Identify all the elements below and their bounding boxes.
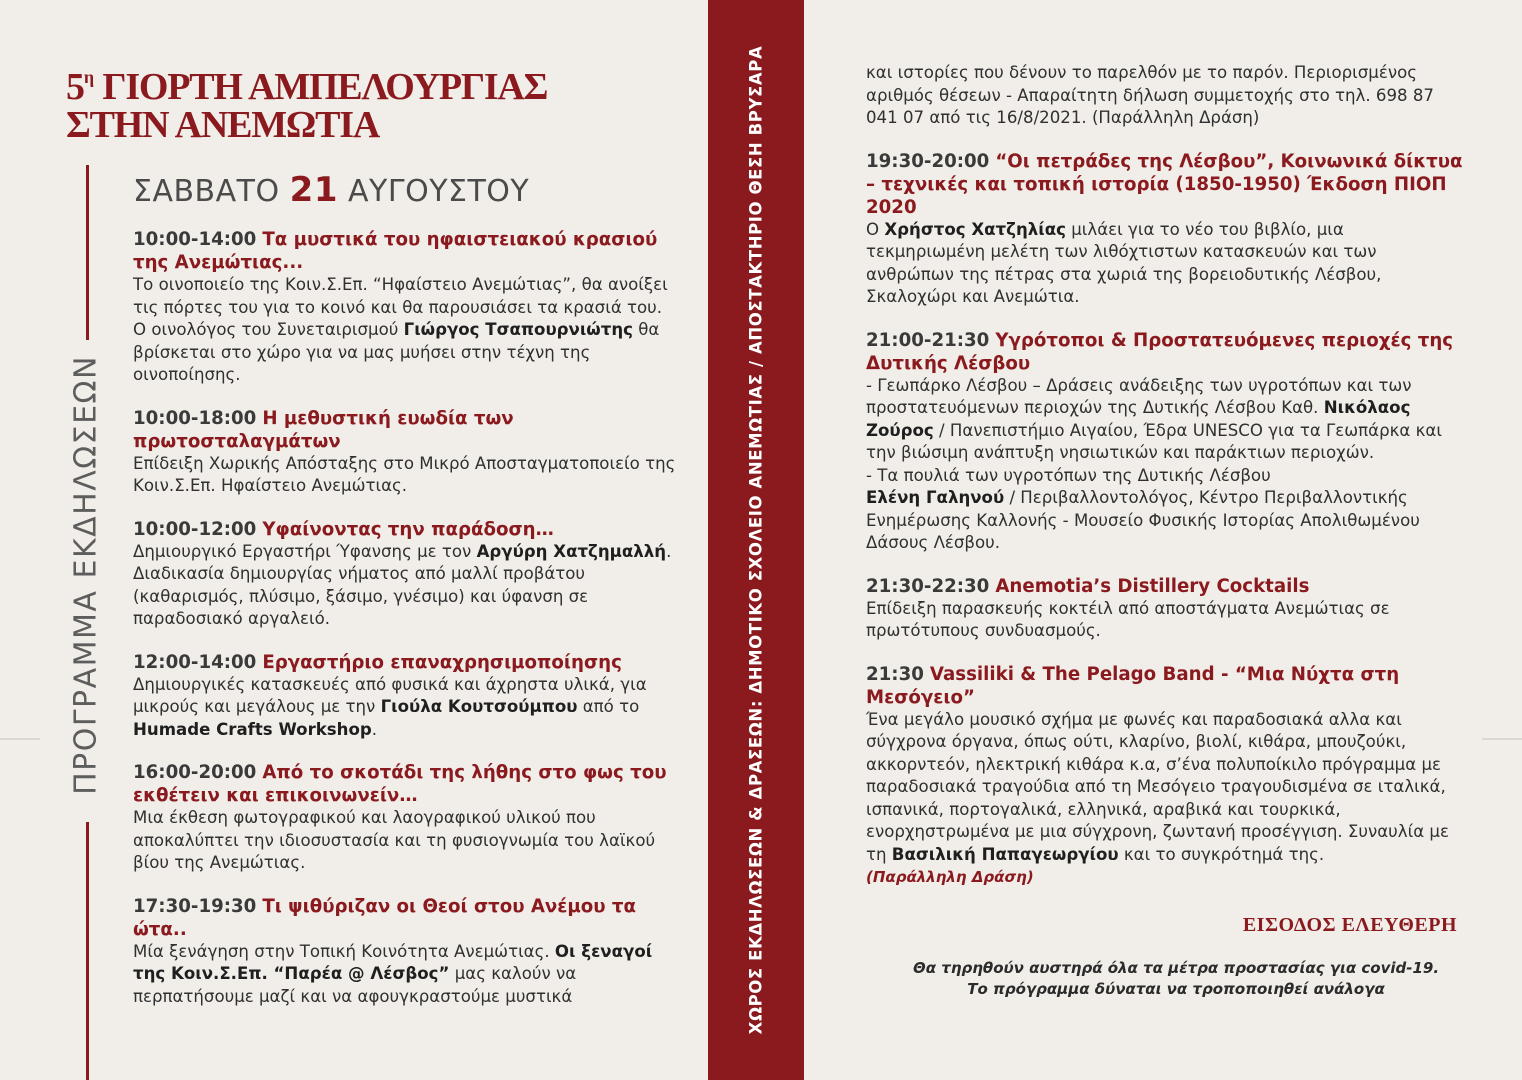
covid-notice xyxy=(866,958,1486,1000)
event-text: Μία ξενάγηση στην Τοπική Κοινότητα Ανεμώτιας. xyxy=(133,941,555,961)
event-heading xyxy=(133,518,678,541)
event-item xyxy=(133,518,678,631)
event-text: - Τα πουλιά των υγροτόπων της Δυτικής Λέσβου xyxy=(866,465,1271,485)
sidebar-rule-bottom xyxy=(86,822,89,1080)
event-heading xyxy=(133,651,678,674)
event-time: 21:30 xyxy=(866,663,924,685)
left-events-column xyxy=(133,228,678,1028)
event-description xyxy=(133,941,678,1009)
event-item xyxy=(866,663,1466,889)
event-description xyxy=(866,709,1466,889)
event-heading xyxy=(866,575,1466,598)
event-item xyxy=(866,575,1466,643)
event-item xyxy=(133,407,678,498)
event-title: Vassiliki & The Pelago Band - “Μια Νύχτα στη Μεσόγειο” xyxy=(866,663,1400,708)
event-description xyxy=(133,274,678,387)
event-time: 10:00-18:00 xyxy=(133,407,257,429)
event-item xyxy=(866,62,1466,130)
date-weekday: ΣΑΒΒΑΤΟ xyxy=(133,174,280,209)
event-time: 17:30-19:30 xyxy=(133,895,257,917)
date-heading xyxy=(133,170,529,210)
event-text: Επίδειξη Χωρικής Απόσταξης στο Μικρό Αποσταγματοποιείο της Κοιν.Σ.Επ. Ηφαίστειο Ανεμώτιας. xyxy=(133,453,676,495)
page-title xyxy=(66,58,626,144)
sidebar-rule-top xyxy=(86,165,89,340)
event-text: . xyxy=(371,719,378,739)
event-title: Anemotia’s Distillery Cocktails xyxy=(995,575,1310,597)
event-person-name: Χρήστος Χατζηλίας xyxy=(884,219,1066,239)
event-heading xyxy=(133,228,678,274)
event-time: 10:00-14:00 xyxy=(133,229,257,250)
event-description xyxy=(133,807,678,875)
title-ordinal: η xyxy=(83,67,95,87)
event-time: 12:00-14:00 xyxy=(133,651,257,673)
covid-notice-line-1: Θα τηρηθούν αυστηρά όλα τα μέτρα προστασίας για covid-19. xyxy=(912,959,1440,977)
event-description xyxy=(866,219,1466,309)
event-person-name: Νικόλαος Ζούρος xyxy=(866,398,1411,440)
event-time: 21:00-21:30 xyxy=(866,329,990,351)
event-text: από το xyxy=(577,697,640,716)
event-heading xyxy=(133,895,678,941)
parallel-action-note: (Παράλληλη Δράση) xyxy=(866,868,1034,886)
event-item xyxy=(133,651,678,742)
event-description xyxy=(866,375,1466,555)
event-person-name: Humade Crafts Workshop xyxy=(133,719,372,739)
event-text: Ο xyxy=(866,219,885,239)
event-text: Δημιουργικό Εργαστήρι Ύφανσης με τον xyxy=(133,541,477,561)
event-time: 21:30-22:30 xyxy=(866,575,990,597)
event-text: Το οινοποιείο της Κοιν.Σ.Επ. “Ηφαίστειο Ανεμώτιας”, θα ανοίξει τις πόρτες του για το κοινό και θα παρουσιάσει τα κρασιά του. Ο οινολόγος του Συνεταιρισμού xyxy=(133,275,668,339)
event-person-name: Βασιλική Παπαγεωργίου xyxy=(891,844,1119,864)
event-title: Τα μυστικά του ηφαιστειακού κρασιού της Ανεμώτιας... xyxy=(133,229,658,273)
event-time: 19:30-20:00 xyxy=(866,150,990,172)
fold-mark-left xyxy=(0,738,40,740)
event-description xyxy=(866,62,1466,130)
event-heading xyxy=(866,150,1466,219)
event-text: θα βρίσκεται στο χώρο για να μας μυήσει στην τέχνη της οινοποίησης. xyxy=(133,320,660,384)
title-number: 5 xyxy=(66,66,84,108)
free-entry-label: ΕΙΣΟΔΟΣ ΕΛΕΥΘΕΡΗ xyxy=(1242,914,1457,936)
date-month: ΑΥΓΟΥΣΤΟΥ xyxy=(348,174,530,209)
event-text: / Περιβαλλοντολόγος, Κέντρο Περιβαλλοντικής Ενημέρωσης Καλλονής - Μουσείο Φυσικής Ιστορίας Απολιθωμένου Δάσους Λέσβου. xyxy=(866,488,1420,552)
event-time: 10:00-12:00 xyxy=(133,518,257,540)
event-description xyxy=(866,598,1466,643)
title-line-2: ΣΤΗΝ ΑΝΕΜΩΤΙΑ xyxy=(66,104,380,146)
date-day: 21 xyxy=(289,170,338,210)
event-title: Η μεθυστική ευωδία των πρωτοσταλαγμάτων xyxy=(133,407,514,452)
covid-notice-line-2: Το πρόγραμμα δύναται να τροποποιηθεί ανάλογα xyxy=(967,980,1385,998)
event-item xyxy=(133,895,678,1009)
event-text: Μια έκθεση φωτογραφικού και λαογραφικού υλικού που αποκαλύπτει την ιδιοσυστασία και τη φυσιογνωμία του λαϊκού βίου της Ανεμώτιας. xyxy=(133,808,656,872)
event-person-name: Γιούλα Κουτσούμπου xyxy=(380,697,578,716)
event-text: και το συγκρότημά της. xyxy=(1118,844,1325,864)
event-text: - Γεωπάρκο Λέσβου – Δράσεις ανάδειξης των υγροτόπων και των προστατευόμενων περιοχών της Δυτικής Λέσβου Καθ. xyxy=(866,375,1412,417)
event-heading xyxy=(133,407,678,453)
event-time: 16:00-20:00 xyxy=(133,762,257,783)
venue-text: ΧΩΡΟΣ ΕΚΔΗΛΩΣΕΩΝ & ΔΡΑΣΕΩΝ: ΔΗΜΟΤΙΚΟ ΣΧΟΛΕΙΟ ΑΝΕΜΩΤΙΑΣ / ΑΠΟΣΤΑΚΤΗΡΙΟ ΘΕΣΗ ΒΡΥΣΑΡΑ xyxy=(746,45,766,1035)
right-events-column xyxy=(866,62,1466,909)
event-title: Εργαστήριο επαναχρησιμοποίησης xyxy=(262,651,622,673)
event-person-name: Ελένη Γαληνού xyxy=(866,488,1005,507)
event-heading xyxy=(866,329,1466,375)
event-title: Υφαίνοντας την παράδοση… xyxy=(262,518,554,540)
event-title: Τι ψιθύριζαν οι Θεοί στου Ανέμου τα ώτα.. xyxy=(133,895,637,940)
event-title: Από το σκοτάδι της λήθης στο φως του εκθέτειν και επικοινωνείν… xyxy=(133,762,667,806)
event-item xyxy=(133,761,678,875)
title-line-1-text: ΓΙΟΡΤΗ ΑΜΠΕΛΟΥΡΓΙΑΣ xyxy=(94,66,548,108)
venue-band xyxy=(708,0,804,1080)
event-text: μας καλούν να περπατήσουμε μαζί και να αφουγκραστούμε μυστικά xyxy=(133,964,577,1006)
event-title: “Οι πετράδες της Λέσβου”, Κοινωνικά δίκτυα – τεχνικές και τοπική ιστορία (1850-1950) Έκδοση ΠΙΟΠ 2020 xyxy=(866,150,1463,218)
event-heading xyxy=(866,663,1466,709)
event-description xyxy=(133,453,678,498)
program-vertical-label: ΠΡΟΓΡΑΜΜΑ ΕΚΔΗΛΩΣΕΩΝ xyxy=(68,355,104,795)
event-person-name: Αργύρη Χατζημαλλή xyxy=(476,541,667,561)
event-text: . Διαδικασία δημιουργίας νήματος από μαλλί προβάτου (καθαρισμός, πλύσιμο, ξάσιμο, γνέσιμο) και ύφανση σε παραδοσιακό αργαλειό. xyxy=(133,541,672,628)
event-person-name: Οι ξεναγοί της Κοιν.Σ.Επ. “Παρέα @ Λέσβος” xyxy=(133,941,653,983)
event-text: Ένα μεγάλο μουσικό σχήμα με φωνές και παραδοσιακά αλλα και σύγχρονα όργανα, όπως ούτι, κλαρίνο, βιολί, κιθάρα, μπουζούκι, ακκορντεόν, ηλεκτρική κιθάρα κ.α, σ’ένα πολυποίκιλο πρόγραμμα με παραδοσιακά τραγούδια από τη Μεσόγειο τραγουδισμένα σε ιταλικά, ισπανικά, πορτογαλικά, ελληνικά, αραβικά και τουρκικά, ενορχηστρωμένα με μια σύγχρονη, ζωντανή προσέγγιση. Συναυλία με τη xyxy=(866,709,1449,864)
event-description xyxy=(133,674,678,742)
event-text: Δημιουργικές κατασκευές από φυσικά και άχρηστα υλικά, για μικρούς και μεγάλους με την xyxy=(133,674,647,716)
event-person-name: Γιώργος Τσαπουρνιώτης xyxy=(403,320,633,339)
event-text: και ιστορίες που δένουν το παρελθόν με το παρόν. Περιορισμένος αριθμός θέσεων - Απαραίτητη δήλωση συμμετοχής στο τηλ. 698 87 041 07 από τις 16/8/2021. (Παράλληλη Δράση) xyxy=(866,63,1434,127)
event-item xyxy=(866,329,1466,555)
event-item xyxy=(133,228,678,387)
fold-mark-right xyxy=(1482,738,1522,740)
event-text: Επίδειξη παρασκευής κοκτέιλ από αποστάγματα Ανεμώτιας σε πρωτότυπους συνδυασμούς. xyxy=(866,598,1390,640)
event-description xyxy=(133,541,678,631)
event-heading xyxy=(133,761,678,807)
event-text: μιλάει για το νέο του βιβλίο, μια τεκμηριωμένη μελέτη των λιθόχτιστων κατασκευών και των ανθρώπων της πέτρας στα χωριά της βορειοδυτικής Λέσβου, Σκαλοχώρι και Ανεμώτια. xyxy=(866,219,1382,306)
event-item xyxy=(866,150,1466,309)
event-text: / Πανεπιστήμιο Αιγαίου, Έδρα UNESCO για τα Γεωπάρκα και την βιώσιμη ανάπτυξη νησιωτικών και παράκτιων περιοχών. xyxy=(866,420,1442,462)
title-line-1 xyxy=(66,58,626,106)
event-title: Υγρότοποι & Προστατευόμενες περιοχές της Δυτικής Λέσβου xyxy=(866,329,1454,374)
